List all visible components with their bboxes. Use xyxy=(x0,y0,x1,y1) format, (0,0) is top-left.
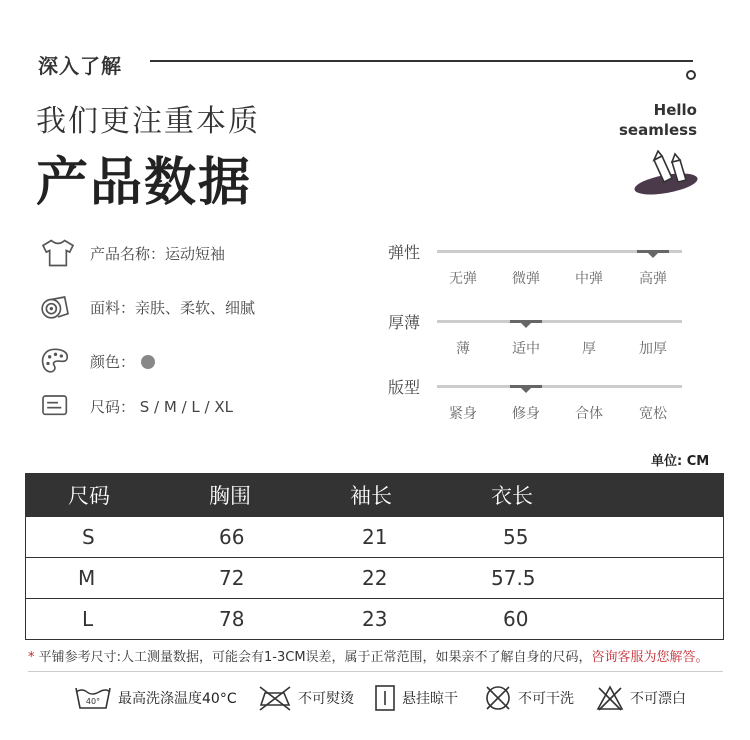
cell-sleeve: 21 xyxy=(328,517,469,558)
care-wash xyxy=(74,684,237,712)
fabric-roll-icon xyxy=(36,292,80,322)
header-rule-dot xyxy=(686,70,696,80)
attr-option: 中弹 xyxy=(575,271,603,287)
info-color xyxy=(36,346,155,376)
info-product-name xyxy=(36,238,225,268)
attr-option: 薄 xyxy=(456,341,470,357)
cell-chest: 78 xyxy=(177,599,328,640)
cell-length: 55 xyxy=(469,517,724,558)
info-sizes xyxy=(36,391,233,421)
cell-size: M xyxy=(26,558,178,599)
table-row xyxy=(26,517,724,558)
svg-text:40°: 40° xyxy=(85,697,101,706)
fabric-text: 面料：亲肤、柔软、细腻 xyxy=(90,298,256,317)
attr-option: 紧身 xyxy=(449,406,477,422)
palette-icon xyxy=(36,346,80,376)
attr-scale-track xyxy=(437,385,682,388)
attr-option: 合体 xyxy=(575,406,603,422)
no-bleach-icon xyxy=(596,685,624,711)
care-label: 不可熨烫 xyxy=(298,691,354,707)
attr-option: 高弹 xyxy=(639,271,667,287)
attr-scale-track xyxy=(437,320,682,323)
care-label: 不可漂白 xyxy=(630,691,686,707)
attr-selected-pointer xyxy=(521,388,531,393)
care-no-dry-clean xyxy=(484,684,574,712)
attr-name: 版型 xyxy=(388,378,421,397)
cell-size: L xyxy=(26,599,178,640)
header-sleeve: 袖长 xyxy=(328,474,469,517)
section-label: 深入了解 xyxy=(38,54,122,78)
attr-option: 加厚 xyxy=(639,341,667,357)
care-label: 最高洗涤温度40°C xyxy=(118,691,237,707)
attr-option: 无弹 xyxy=(449,271,477,287)
measurement-note: * 平铺参考尺寸:人工测量数据，可能会有1-3CM误差，属于正常范围，如果亲不了解自身的尺码，咨询客服为您解答。 xyxy=(28,650,709,665)
wash-40-icon xyxy=(74,685,112,711)
pencil-illustration-icon xyxy=(632,150,702,206)
hello-seamless-text xyxy=(600,100,697,140)
subtitle: 我们更注重本质 xyxy=(36,104,260,139)
attr-option: 修身 xyxy=(512,406,540,422)
attr-selected-pointer xyxy=(648,253,658,258)
cell-chest: 72 xyxy=(177,558,328,599)
header-rule xyxy=(150,60,693,62)
contact-service-highlight: 咨询客服为您解答。 xyxy=(591,650,709,665)
attr-option: 厚 xyxy=(582,341,596,357)
attr-option: 适中 xyxy=(512,341,540,357)
cell-chest: 66 xyxy=(177,517,328,558)
color-swatch xyxy=(141,355,155,369)
no-dry-clean-icon xyxy=(484,684,512,712)
cell-length: 57.5 xyxy=(469,558,724,599)
attr-name: 弹性 xyxy=(388,243,421,262)
care-no-iron xyxy=(258,684,354,712)
tshirt-icon xyxy=(36,238,80,268)
attr-name: 厚薄 xyxy=(388,313,421,332)
header-chest: 胸围 xyxy=(177,474,328,517)
color-label: 颜色： xyxy=(90,351,155,372)
care-divider xyxy=(28,671,723,672)
attr-selected-pointer xyxy=(521,323,531,328)
attr-option: 宽松 xyxy=(639,406,667,422)
care-hang-dry xyxy=(374,684,458,712)
table-row xyxy=(26,599,724,640)
unit-label: 单位: CM xyxy=(651,454,710,469)
attr-option: 微弹 xyxy=(512,271,540,287)
table-row xyxy=(26,558,724,599)
info-fabric xyxy=(36,292,255,322)
size-table xyxy=(25,473,724,640)
no-iron-icon xyxy=(258,685,292,711)
cell-length: 60 xyxy=(469,599,724,640)
header-length: 衣长 xyxy=(469,474,724,517)
size-tag-icon xyxy=(36,391,80,421)
cell-size: S xyxy=(26,517,178,558)
cell-sleeve: 23 xyxy=(328,599,469,640)
care-no-bleach xyxy=(596,684,686,712)
cell-sleeve: 22 xyxy=(328,558,469,599)
product-name-text: 产品名称：运动短袖 xyxy=(90,244,226,263)
page-title: 产品数据 xyxy=(36,153,253,213)
care-label: 不可干洗 xyxy=(518,691,574,707)
seamless-line: seamless xyxy=(618,121,697,139)
size-table-header xyxy=(26,474,724,517)
hang-dry-icon xyxy=(374,685,396,711)
sizes-text: 尺码： S / M / L / XL xyxy=(90,397,233,416)
header-size: 尺码 xyxy=(26,474,178,517)
hello-line: Hello xyxy=(653,101,697,119)
care-label: 悬挂晾干 xyxy=(402,691,458,707)
